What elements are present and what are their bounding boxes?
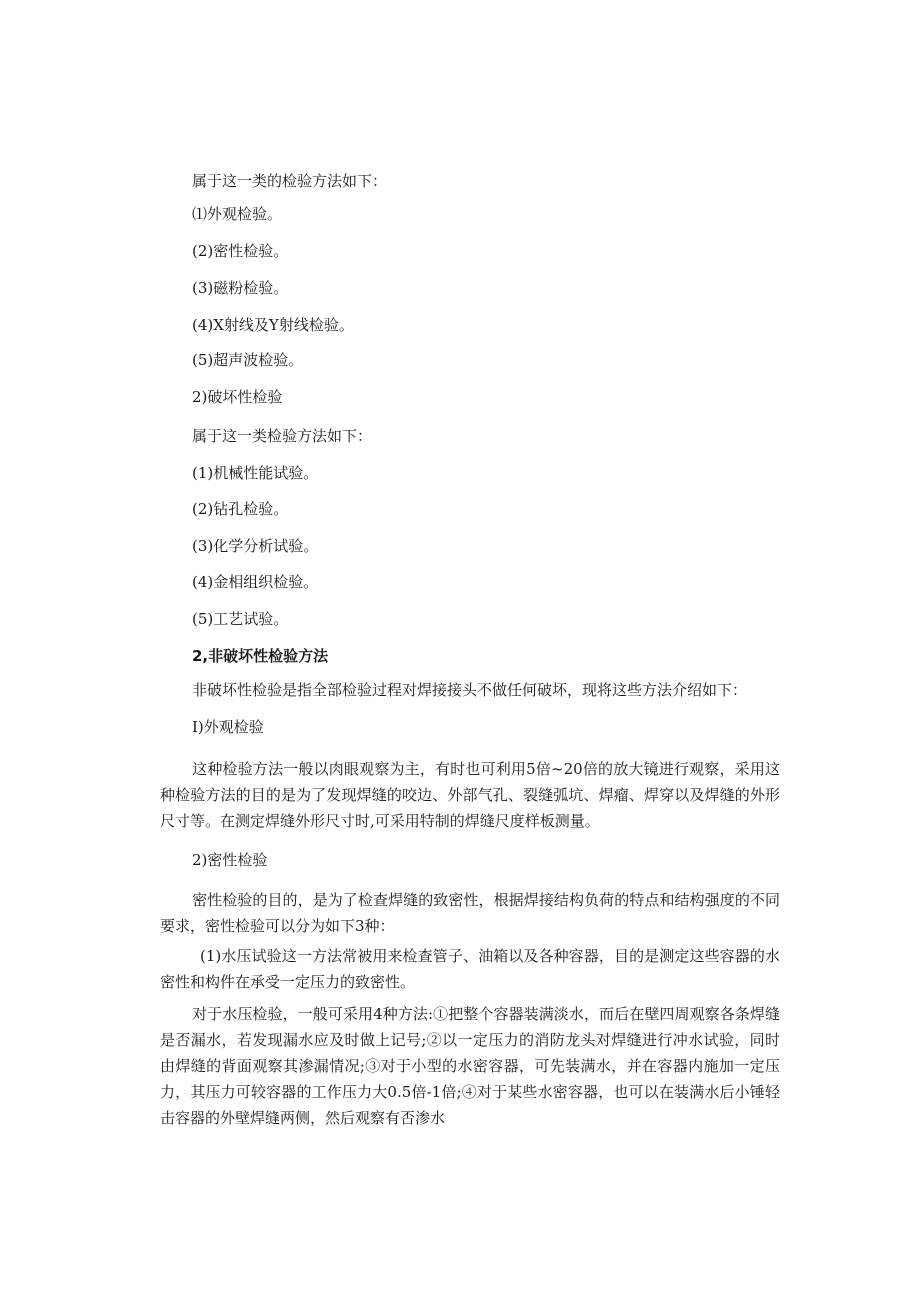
paragraph-text: 密性检验的目的，是为了检查焊缝的致密性，根据焊接结构负荷的特点和结构强度的不同要求，密性检验可以分为如下3种： (160, 891, 780, 935)
section-intro-text: 非破坏性检验是指全部检验过程对焊接接头不做任何破坏，现将这些方法介绍如下： (192, 681, 748, 699)
destructive-heading: 2)破坏性检验 (192, 388, 283, 406)
list-item: (1)机械性能试验。 (192, 464, 319, 482)
list-item: (5)超声波检验。 (192, 351, 304, 369)
list-item: (4)金相组织检验。 (192, 573, 319, 591)
list-item: (4)X射线及Y射线检验。 (192, 316, 354, 334)
paragraph (160, 887, 780, 939)
section-heading: 2,非破坏性检验方法 (192, 647, 329, 665)
subsection-heading: I)外观检验 (192, 718, 264, 736)
subsection-heading: 2)密性检验 (192, 851, 268, 869)
list-item: ⑴外观检验。 (192, 205, 283, 223)
paragraph-text: 这种检验方法一般以肉眼观察为主，有时也可利用5倍~20倍的放大镜进行观察，采用这种检验方法的目的是为了发现焊缝的咬边、外部气孔、裂缝弧坑、焊瘤、焊穿以及焊缝的外形尺寸等。在测定焊缝外形尺寸时,可采用特制的焊缝尺度样板测量。 (160, 760, 780, 830)
paragraph-text: (1)水压试验这一方法常被用来检查管子、油箱以及各种容器，目的是测定这些容器的水密性和构件在承受一定压力的致密性。 (160, 947, 780, 991)
list-item: (2)钻孔检验。 (192, 500, 289, 518)
paragraph-text: 对于水压检验，一般可采用4种方法:①把整个容器装满淡水，而后在壁四周观察各条焊缝是否漏水，若发现漏水应及时做上记号;②以一定压力的消防龙头对焊缝进行冲水试验，同时由焊缝的背面观察其渗漏情况;③对于小型的水密容器，可先装满水，并在容器内施加一定压力，其压力可较容器的工作压力大0.5倍-1倍;④对于某些水密容器，也可以在装满水后小锤轻击容器的外壁焊缝两侧，然后观察有否渗水 (160, 1005, 780, 1127)
paragraph (160, 943, 780, 995)
paragraph (160, 1001, 780, 1131)
list-item: (5)工艺试验。 (192, 610, 289, 628)
destructive-methods-intro: 属于这一类检验方法如下： (192, 427, 373, 445)
list-item: (2)密性检验。 (192, 242, 289, 260)
list-item: (3)磁粉检验。 (192, 279, 289, 297)
paragraph (160, 756, 780, 834)
list-item: (3)化学分析试验。 (192, 537, 319, 555)
destructive-intro-text: 属于这一类的检验方法如下： (192, 172, 388, 190)
